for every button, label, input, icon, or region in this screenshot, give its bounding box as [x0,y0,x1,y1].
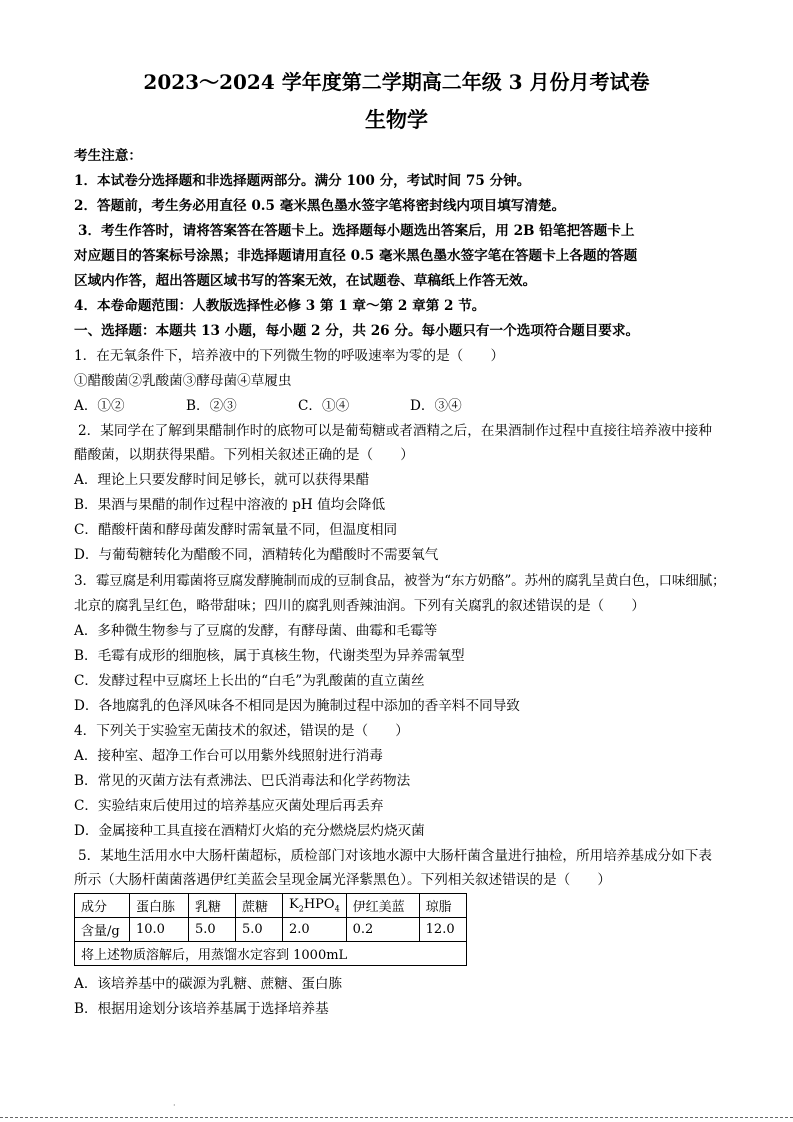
option: A．多种微生物参与了豆腐的发酵，有酵母菌、曲霉和毛霉等 [74,623,438,639]
option: A．该培养基中的碳源为乳糖、蔗糖、蛋白胨 [74,976,343,992]
table-cell-k2hpo4: $K_2HPO_4$ [283,894,347,918]
option: B．毛霉有成形的细胞核，属于真核生物，代谢类型为异养需氧型 [74,648,465,664]
notice-item: 4．本卷命题范围：人教版选择性必修 3 第 1 章～第 2 章第 2 节。 [74,298,486,314]
option: B．果酒与果醋的制作过程中溶液的 pH 值均会降低 [74,497,386,513]
question-stem: 1．在无氧条件下，培养液中的下列微生物的呼吸速率为零的是（ ） [74,348,505,364]
table-cell: 10.0 [130,918,189,942]
table-cell: 2.0 [283,918,347,942]
table-cell: 蛋白胨 [130,894,189,918]
table-row [75,894,467,918]
option: D．金属接种工具直接在酒精灯火焰的充分燃烧层灼烧灭菌 [74,823,425,839]
table-cell: 含量/g [75,918,130,942]
table-cell: 蔗糖 [236,894,283,918]
notice-item: 2．答题前，考生务必用直径 0.5 毫米黑色墨水签字笔将密封线内项目填写清楚。 [74,198,566,214]
option: A．接种室、超净工作台可以用紫外线照射进行消毒 [74,748,383,764]
question-stem: 所示（大肠杆菌菌落遇伊红美蓝会呈现金属光泽紫黑色）。下列相关叙述错误的是（ ） [74,872,611,888]
table-cell: 12.0 [419,918,466,942]
section-heading: 一、选择题：本题共 13 小题，每小题 2 分，共 26 分。每小题只有一个选项符合题目要求。 [74,323,640,339]
option: A．理论上只要发酵时间足够长，就可以获得果醋 [74,472,370,488]
table-cell: 琼脂 [419,894,466,918]
option: C．实验结束后使用过的培养基应灭菌处理后再丢弃 [74,798,384,814]
footer-divider [0,1117,793,1118]
question-stem: 北京的腐乳呈红色，略带甜味；四川的腐乳则香辣油润。下列有关腐乳的叙述错误的是（ ） [74,598,645,614]
option: C．发酵过程中豆腐坯上长出的“白毛”为乳酸菌的直立菌丝 [74,673,425,689]
notice-item: 3．考生作答时，请将答案答在答题卡上。选择题每小题选出答案后，用 2B 铅笔把答题卡上 [78,223,635,239]
subject-title: 生物学 [365,107,428,132]
table-row [75,942,467,966]
notice-item: 1．本试卷分选择题和非选择题两部分。满分 100 分，考试时间 75 分钟。 [74,173,531,189]
question-stem: 2．某同学在了解到果醋制作时的底物可以是葡萄糖或者酒精之后，在果酒制作过程中直接往培养液中接种 [78,423,712,439]
question-stem: 4．下列关于实验室无菌技术的叙述，错误的是（ ） [74,723,409,739]
table-note: 将上述物质溶解后，用蒸馏水定容到 1000mL [75,942,467,966]
question-stem: 醋酸菌，以期获得果醋。下列相关叙述正确的是（ ） [74,447,414,463]
option: B．常见的灭菌方法有煮沸法、巴氏消毒法和化学药物法 [74,773,411,789]
option: D．与葡萄糖转化为醋酸不同，酒精转化为醋酸时不需要氧气 [74,547,439,563]
notice-item: 区域内作答，超出答题区域书写的答案无效，在试题卷、草稿纸上作答无效。 [74,273,537,289]
footer-mark: · [173,1101,176,1110]
table-cell: 成分 [75,894,130,918]
table-cell: 乳糖 [189,894,236,918]
table-cell: 5.0 [236,918,283,942]
notice-item: 对应题目的答案标号涂黑；非选择题请用直径 0.5 毫米黑色墨水签字笔在答题卡上各题的答题 [74,248,638,264]
option-row [74,397,462,415]
table-cell: 5.0 [189,918,236,942]
option: D．③④ [410,398,462,414]
option: A．①② [74,398,125,414]
table-cell: 伊红美蓝 [346,894,419,918]
exam-title: 2023～2024 学年度第二学期高二年级 3 月份月考试卷 [143,70,650,94]
ingredient-table [74,893,467,966]
question-stem: 3．霉豆腐是利用霉菌将豆腐发酵腌制而成的豆制食品，被誉为“东方奶酪”。苏州的腐乳呈黄白色，口味细腻； [74,573,726,589]
question-stem: 5．某地生活用水中大肠杆菌超标，质检部门对该地水源中大肠杆菌含量进行抽检，所用培养基成分如下表 [78,848,712,864]
question-sub: ①醋酸菌②乳酸菌③酵母菌④草履虫 [74,373,292,389]
option: B．②③ [186,398,237,414]
notice-heading: 考生注意： [74,148,142,164]
table-cell: 0.2 [346,918,419,942]
option: C．醋酸杆菌和酵母菌发酵时需氧量不同，但温度相同 [74,522,398,538]
option: C．①④ [298,398,350,414]
table-row [75,918,467,942]
option: D．各地腐乳的色泽风味各不相同是因为腌制过程中添加的香辛料不同导致 [74,698,520,714]
option: B．根据用途划分该培养基属于选择培养基 [74,1001,329,1017]
